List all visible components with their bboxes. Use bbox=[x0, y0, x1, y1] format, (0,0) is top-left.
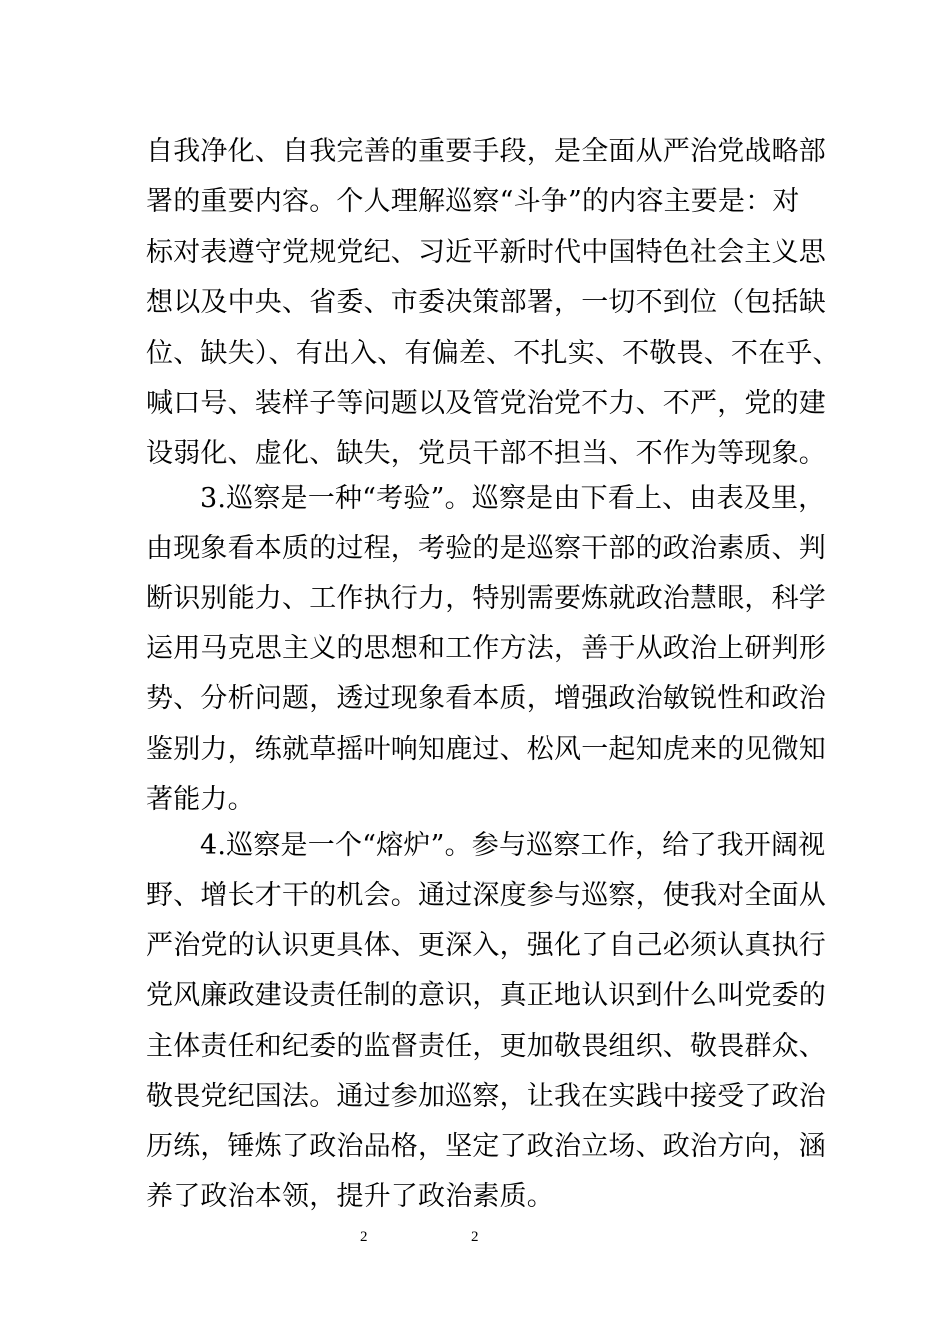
text-line: 断识别能力、工作执行力，特别需要炼就政治慧眼，科学 bbox=[146, 583, 826, 614]
text-line: 设弱化、虚化、缺失，党员干部不担当、不作为等现象。 bbox=[146, 438, 826, 469]
text-line: 养了政治本领，提升了政治素质。 bbox=[146, 1181, 554, 1212]
text-line: 严治党的认识更具体、更深入，强化了自己必须认真执行 bbox=[146, 930, 826, 961]
text-line: 敬畏党纪国法。通过参加巡察，让我在实践中接受了政治 bbox=[146, 1081, 826, 1112]
text-line: 署的重要内容。个人理解巡察“斗争”的内容主要是：对 bbox=[146, 186, 800, 217]
section-heading-line: 4.巡察是一个“熔炉”。参与巡察工作，给了我开阔视 bbox=[200, 830, 826, 861]
text-line: 主体责任和纪委的监督责任，更加敬畏组织、敬畏群众、 bbox=[146, 1031, 826, 1062]
text-line: 喊口号、装样子等问题以及管党治党不力、不严，党的建 bbox=[146, 388, 826, 419]
section-heading-line: 3.巡察是一种“考验”。巡察是由下看上、由表及里， bbox=[200, 483, 826, 514]
text-line: 野、增长才干的机会。通过深度参与巡察，使我对全面从 bbox=[146, 880, 826, 911]
text-line: 位、缺失）、有出入、有偏差、不扎实、不敬畏、不在乎、 bbox=[146, 338, 840, 369]
text-line: 历练，锤炼了政治品格，坚定了政治立场、政治方向，涵 bbox=[146, 1131, 826, 1162]
page-number: 2 bbox=[360, 1229, 368, 1245]
text-line: 由现象看本质的过程，考验的是巡察干部的政治素质、判 bbox=[146, 533, 826, 564]
text-line: 运用马克思主义的思想和工作方法，善于从政治上研判形 bbox=[146, 633, 826, 664]
text-line: 自我净化、自我完善的重要手段，是全面从严治党战略部 bbox=[146, 136, 826, 167]
text-line: 标对表遵守党规党纪、习近平新时代中国特色社会主义思 bbox=[146, 237, 826, 268]
page-number: 2 bbox=[471, 1229, 479, 1245]
text-line: 想以及中央、省委、市委决策部署，一切不到位（包括缺 bbox=[146, 287, 826, 318]
text-line: 鉴别力，练就草摇叶响知鹿过、松风一起知虎来的见微知 bbox=[146, 734, 826, 765]
text-line: 党风廉政建设责任制的意识，真正地认识到什么叫党委的 bbox=[146, 980, 826, 1011]
text-line: 著能力。 bbox=[146, 784, 255, 815]
text-line: 势、分析问题，透过现象看本质，增强政治敏锐性和政治 bbox=[146, 683, 826, 714]
